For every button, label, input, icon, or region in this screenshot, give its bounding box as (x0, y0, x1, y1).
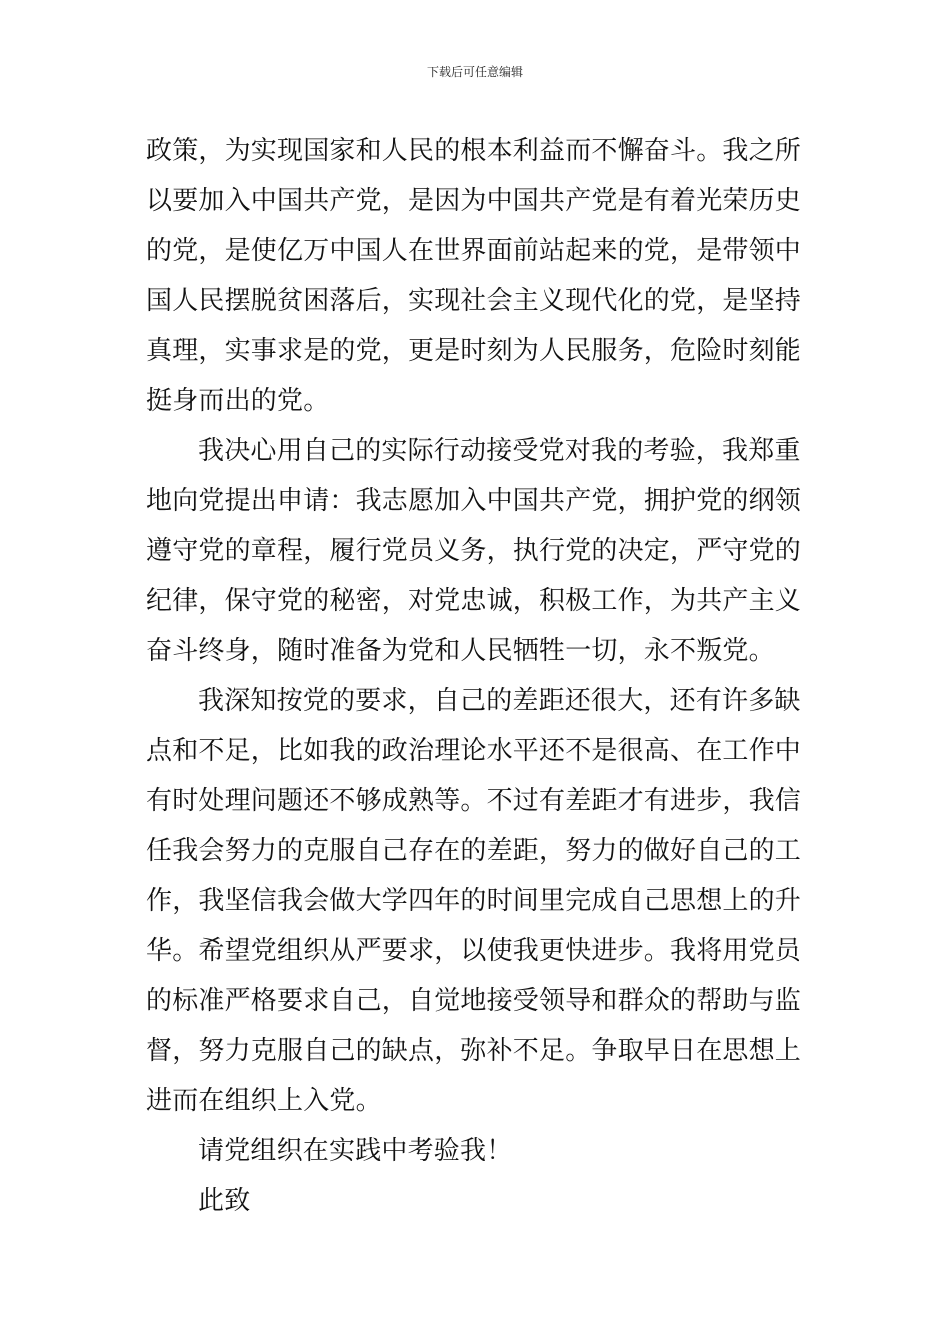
text-line: 奋斗终身，随时准备为党和人民牺牲一切，永不叛党。 (146, 636, 775, 666)
text-line: 政策，为实现国家和人民的根本利益而不懈奋斗。我之所 (146, 136, 802, 166)
closing-request-line: 请党组织在实践中考验我！ (198, 1136, 513, 1166)
text-line: 任我会努力的克服自己存在的差距，努力的做好自己的工 (146, 836, 802, 866)
letter-body (146, 126, 811, 1226)
text-line: 以要加入中国共产党，是因为中国共产党是有着光荣历史 (146, 186, 802, 216)
text-line: 国人民摆脱贫困落后，实现社会主义现代化的党，是坚持 (146, 286, 802, 316)
text-line: 的党，是使亿万中国人在世界面前站起来的党，是带领中 (146, 236, 802, 266)
text-line: 有时处理问题还不够成熟等。不过有差距才有进步，我信 (146, 786, 802, 816)
text-line: 督，努力克服自己的缺点，弥补不足。争取早日在思想上 (146, 1036, 802, 1066)
text-line: 纪律，保守党的秘密，对党忠诚，积极工作，为共产主义 (146, 586, 802, 616)
paragraph-start-line: 我深知按党的要求，自己的差距还很大，还有许多缺 (198, 686, 801, 716)
text-line: 地向党提出申请：我志愿加入中国共产党，拥护党的纲领 (146, 486, 802, 516)
text-line: 华。希望党组织从严要求，以使我更快进步。我将用党员 (146, 936, 802, 966)
text-line: 进而在组织上入党。 (146, 1086, 382, 1116)
text-line: 点和不足，比如我的政治理论水平还不是很高、在工作中 (146, 736, 802, 766)
text-line: 挺身而出的党。 (146, 386, 330, 416)
text-line: 的标准严格要求自己，自觉地接受领导和群众的帮助与监 (146, 986, 802, 1016)
text-line: 遵守党的章程，履行党员义务，执行党的决定，严守党的 (146, 536, 802, 566)
paragraph-start-line: 我决心用自己的实际行动接受党对我的考验，我郑重 (198, 436, 801, 466)
text-line: 作，我坚信我会做大学四年的时间里完成自己思想上的升 (146, 886, 802, 916)
header-note: 下载后可任意编辑 (426, 65, 523, 79)
salutation-line: 此致 (198, 1186, 251, 1216)
text-line: 真理，实事求是的党，更是时刻为人民服务，危险时刻能 (146, 336, 802, 366)
